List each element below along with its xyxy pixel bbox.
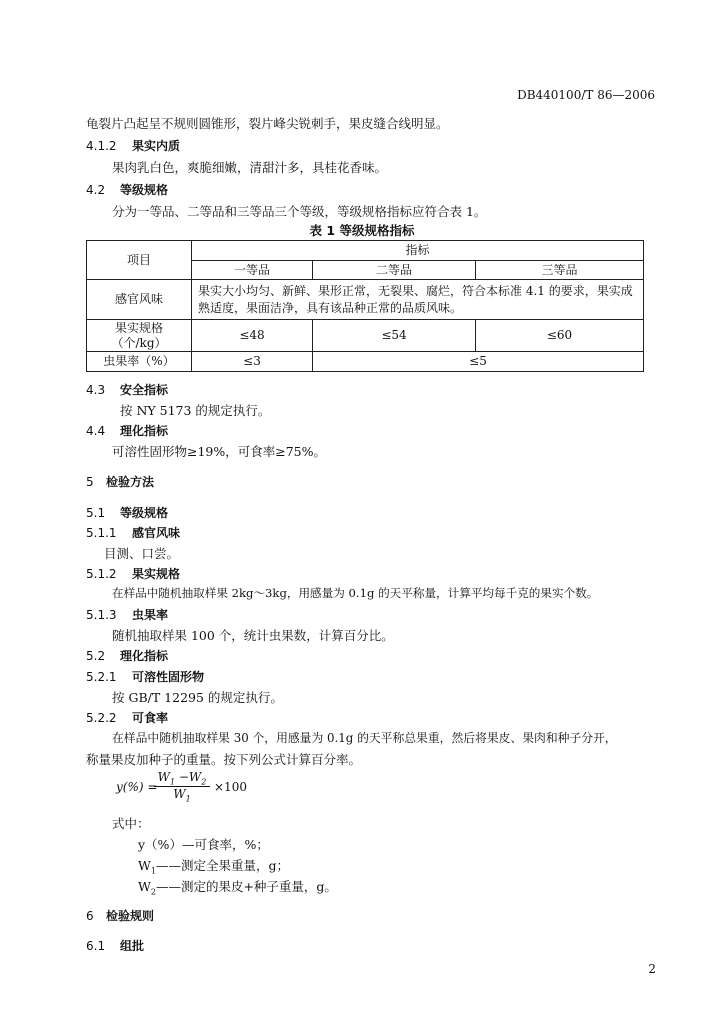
paragraph-text: $W_2——$测定的果皮+种子重量，g。	[138, 879, 337, 897]
table-cell: ≤60	[476, 320, 644, 352]
paragraph-text: 按 GB/T 12295 的规定执行。	[112, 690, 283, 705]
section-title: 可食率	[132, 711, 169, 725]
heading-4-3	[86, 381, 168, 398]
table-cell: ≤3	[192, 352, 313, 372]
section-title: 等级规格	[120, 183, 169, 197]
section-number: 5.1.1	[86, 526, 117, 540]
heading-5	[86, 473, 154, 490]
formula-denominator: $W_1$	[173, 787, 191, 804]
formula-fraction	[154, 770, 210, 804]
section-title: 虫果率	[132, 608, 169, 622]
paragraph-text: 在样品中随机抽取样果 2kg～3kg，用感量为 0.1g 的天平称量，计算平均每千克的果实个数。	[112, 586, 599, 600]
heading-4-4	[86, 422, 168, 439]
section-number: 6.1	[86, 939, 106, 953]
heading-6	[86, 907, 154, 924]
grade-spec-table	[86, 240, 644, 372]
table-cell: ≤5	[313, 352, 644, 372]
table-header-grade: 二等品	[313, 261, 476, 280]
paragraph-text: y（%）—可食率，%；	[138, 837, 269, 852]
section-title: 安全指标	[120, 383, 169, 397]
table-caption: 表 1 等级规格指标	[309, 223, 415, 238]
section-title: 理化指标	[120, 424, 169, 438]
section-number: 4.2	[86, 183, 106, 197]
heading-5-2-2	[86, 709, 168, 726]
section-number: 6	[86, 909, 94, 923]
heading-6-1	[86, 937, 144, 954]
section-number: 5	[86, 475, 94, 489]
table-header-index: 指标	[192, 241, 644, 261]
section-title: 检验规则	[106, 909, 155, 923]
section-number: 4.3	[86, 383, 106, 397]
section-number: 5.2.1	[86, 670, 117, 684]
page-number: 2	[648, 962, 656, 976]
row-label-line: 果实规格	[114, 320, 163, 335]
section-number: 5.2.2	[86, 711, 117, 725]
table-cell: 果实大小均匀、新鲜、果形正常，无裂果、腐烂，符合本标准 4.1 的要求，果实成熟适度，果面洁净，具有该品种正常的品质风味。	[192, 280, 644, 320]
section-title: 组批	[120, 939, 145, 953]
paragraph-text: 果肉乳白色，爽脆细嫩，清甜汁多，具桂花香味。	[112, 160, 388, 175]
paragraph-text: 在样品中随机抽取样果 30 个，用感量为 0.1g 的天平称总果重，然后将果皮、果肉和种子分开，	[112, 731, 617, 745]
heading-5-1	[86, 504, 168, 521]
table-row-label: 感官风味	[87, 280, 192, 320]
heading-4-2	[86, 181, 168, 198]
paragraph-text: 龟裂片凸起呈不规则圆锥形，裂片峰尖锐刺手，果皮缝合线明显。	[86, 116, 449, 131]
paragraph-text: 随机抽取样果 100 个，统计虫果数，计算百分比。	[112, 628, 394, 643]
paragraph-text: 可溶性固形物≥19%，可食率≥75%。	[112, 444, 327, 459]
paragraph-text: 分为一等品、二等品和三等品三个等级，等级规格指标应符合表 1。	[112, 204, 487, 219]
paragraph-text: 称量果皮加种子的重量。按下列公式计算百分率。	[86, 752, 362, 767]
section-title: 果实规格	[132, 567, 181, 581]
table-row-label	[87, 320, 192, 352]
table-cell: ≤54	[313, 320, 476, 352]
edible-rate-formula	[116, 770, 256, 806]
table-header-grade: 三等品	[476, 261, 644, 280]
section-number: 5.1.2	[86, 567, 117, 581]
heading-5-1-1	[86, 524, 180, 541]
paragraph-text: 目测、口尝。	[104, 546, 180, 561]
paragraph-text: 式中：	[112, 816, 150, 831]
table-header-item: 项目	[87, 241, 192, 280]
heading-5-2	[86, 647, 168, 664]
table-row-label: 虫果率（%）	[87, 352, 192, 372]
heading-5-2-1	[86, 668, 204, 685]
formula-lhs: y(%) =	[116, 780, 158, 794]
section-number: 5.2	[86, 649, 106, 663]
heading-5-1-3	[86, 606, 168, 623]
table-header-grade: 一等品	[192, 261, 313, 280]
heading-5-1-2	[86, 565, 180, 582]
paragraph-text: 按 NY 5173 的规定执行。	[120, 403, 271, 418]
section-title: 感官风味	[132, 526, 181, 540]
section-number: 4.1.2	[86, 139, 117, 153]
section-title: 理化指标	[120, 649, 169, 663]
section-number: 5.1	[86, 506, 106, 520]
formula-rhs: ×100	[214, 780, 247, 794]
section-title: 等级规格	[120, 506, 169, 520]
section-number: 4.4	[86, 424, 106, 438]
table-cell: ≤48	[192, 320, 313, 352]
paragraph-text: $W_1——$测定全果重量，g；	[138, 858, 289, 876]
section-title: 果实内质	[132, 139, 181, 153]
section-title: 检验方法	[106, 475, 155, 489]
section-number: 5.1.3	[86, 608, 117, 622]
section-title: 可溶性固形物	[132, 670, 205, 684]
formula-numerator: $W_1 -W_2$	[157, 770, 207, 787]
row-label-line: （个/kg）	[111, 335, 167, 350]
heading-4-1-2	[86, 137, 180, 154]
document-id: DB440100/T 86—2006	[517, 88, 655, 102]
